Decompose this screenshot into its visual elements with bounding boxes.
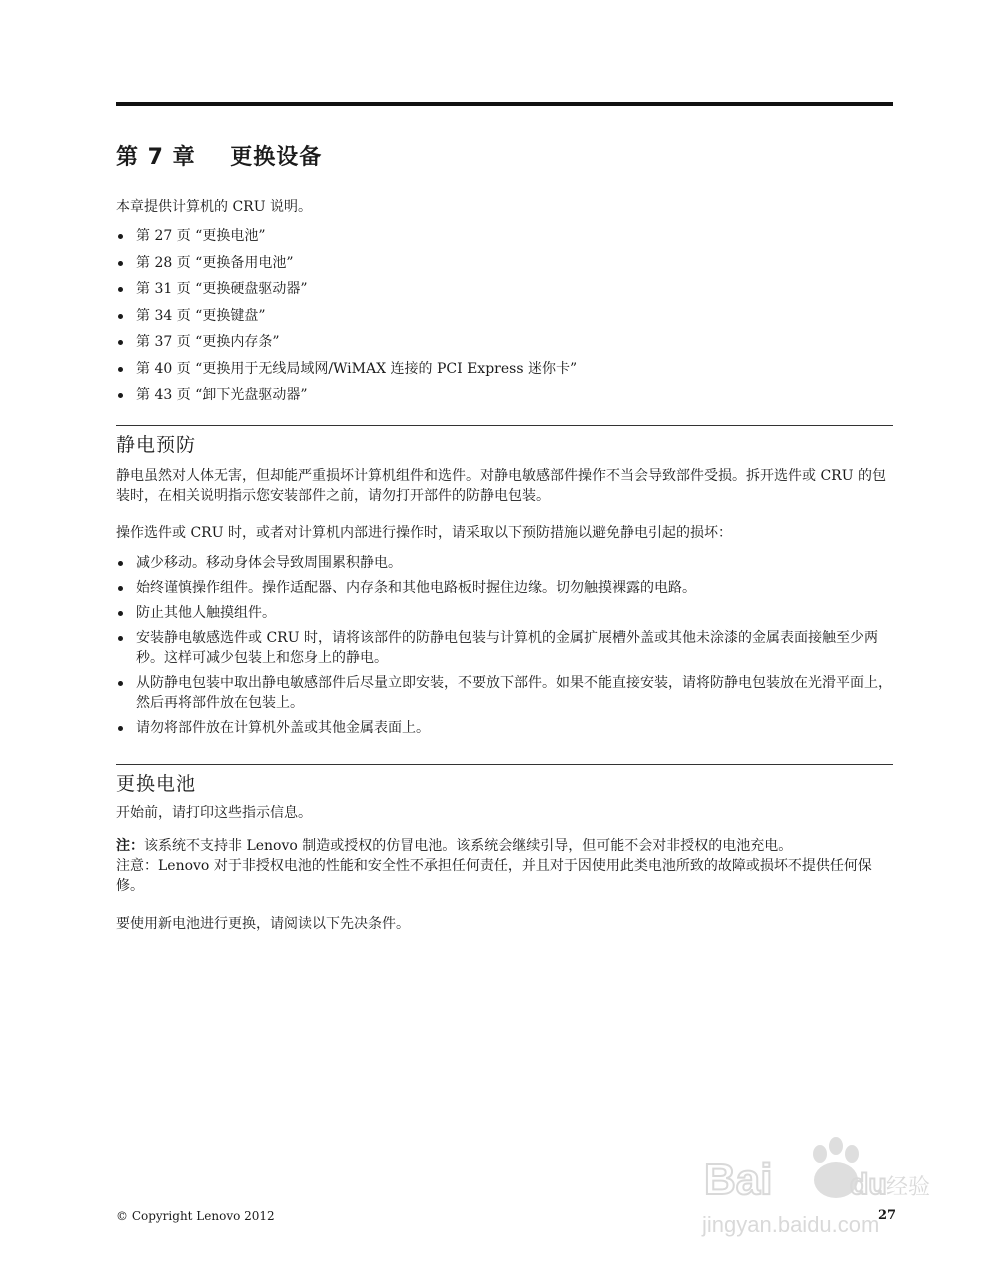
watermark-url: jingyan.baidu.com xyxy=(702,1212,880,1237)
toc-list xyxy=(116,226,894,412)
toc-link[interactable]: 第 27 页 “更换电池” xyxy=(116,226,894,253)
list-item: 请勿将部件放在计算机外盖或其他金属表面上。 xyxy=(116,718,894,738)
note-label: 注： xyxy=(116,838,144,854)
list-item: 从防静电包装中取出静电敏感部件后尽量立即安装，不要放下部件。如果不能直接安装，请将防静电包装放在光滑平面上，然后再将部件放在包装上。 xyxy=(116,673,894,713)
esd-precautions-list xyxy=(116,553,894,743)
chapter-intro: 本章提供计算机的 CRU 说明。 xyxy=(116,199,312,215)
baidu-jingyan-watermark xyxy=(700,1132,932,1242)
toc-link[interactable]: 第 37 页 “更换内存条” xyxy=(116,332,894,359)
watermark-brand: Bai xyxy=(704,1155,773,1204)
battery-note xyxy=(116,836,894,896)
toc-link[interactable]: 第 40 页 “更换用于无线局域网/WiMAX 连接的 PCI Express 迷你卡” xyxy=(116,359,894,386)
section-rule xyxy=(116,425,893,426)
list-item: 始终谨慎操作组件。操作适配器、内存条和其他电路板时握住边缘。切勿触摸裸露的电路。 xyxy=(116,578,894,598)
esd-heading: 静电预防 xyxy=(116,434,197,456)
list-item: 减少移动。移动身体会导致周围累积静电。 xyxy=(116,553,894,573)
toc-link[interactable]: 第 43 页 “卸下光盘驱动器” xyxy=(116,385,894,412)
toc-link[interactable]: 第 28 页 “更换备用电池” xyxy=(116,253,894,280)
watermark-cn: 经验 xyxy=(886,1175,931,1200)
note-text: 该系统不支持非 Lenovo 制造或授权的仿冒电池。该系统会继续引导，但可能不会对非授权的电池充电。 xyxy=(144,838,793,854)
page-number: 27 xyxy=(878,1208,897,1223)
esd-paragraph: 静电虽然对人体无害，但却能严重损坏计算机组件和选件。对静电敏感部件操作不当会导致部件受损。拆开选件或 CRU 的包装时，在相关说明指示您安装部件之前，请勿打开部件的防静电包装。 xyxy=(116,468,886,504)
section-rule xyxy=(116,764,893,765)
top-rule xyxy=(116,102,893,106)
list-item: 防止其他人触摸组件。 xyxy=(116,603,894,623)
toc-link[interactable]: 第 31 页 “更换硬盘驱动器” xyxy=(116,279,894,306)
toc-link[interactable]: 第 34 页 “更换键盘” xyxy=(116,306,894,333)
copyright-notice: © Copyright Lenovo 2012 xyxy=(116,1209,275,1223)
battery-heading: 更换电池 xyxy=(116,773,197,795)
chapter-title: 第 7 章 更换设备 xyxy=(116,145,323,170)
battery-paragraph: 开始前，请打印这些指示信息。 xyxy=(116,805,312,821)
battery-paragraph: 要使用新电池进行更换，请阅读以下先决条件。 xyxy=(116,916,410,932)
list-item: 安装静电敏感选件或 CRU 时，请将该部件的防静电包装与计算机的金属扩展槽外盖或其他未涂漆的金属表面接触至少两秒。这样可减少包装上和您身上的静电。 xyxy=(116,628,894,668)
watermark-brand: du xyxy=(850,1168,887,1201)
note-text: 注意：Lenovo 对于非授权电池的性能和安全性不承担任何责任，并且对于因使用此类电池所致的故障或损坏不提供任何保修。 xyxy=(116,858,872,894)
esd-paragraph: 操作选件或 CRU 时，或者对计算机内部进行操作时，请采取以下预防措施以避免静电引起的损坏： xyxy=(116,525,732,541)
